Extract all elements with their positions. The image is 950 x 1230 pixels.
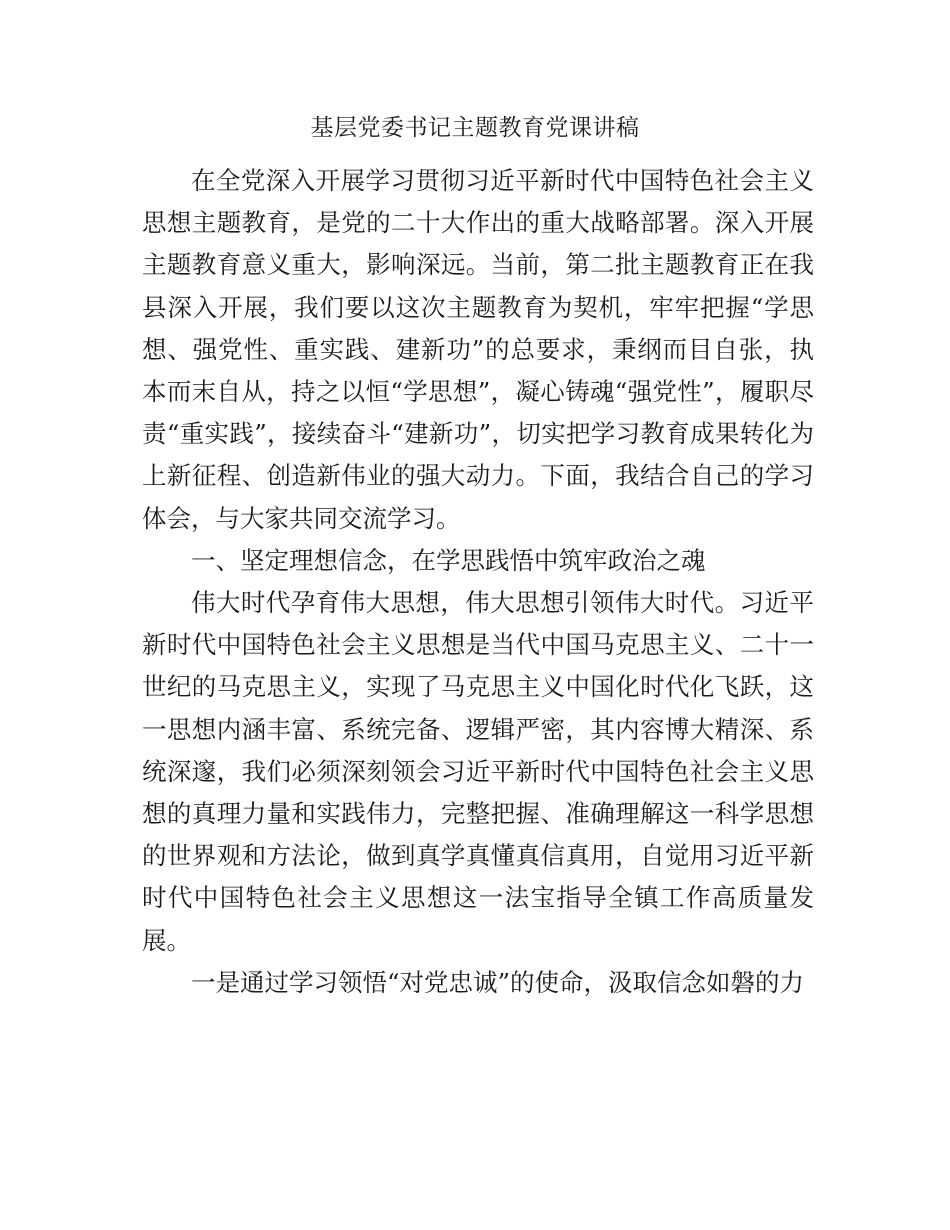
document-body xyxy=(142,160,814,1004)
section-heading-1: 一、坚定理想信念，在学思践悟中筑牢政治之魂 xyxy=(191,545,706,575)
paragraph-section-1: 伟大时代孕育伟大思想，伟大思想引领伟大时代。习近平新时代中国特色社会主义思想是当代中国马克思主义、二十一世纪的马克思主义，实现了马克思主义中国化时代化飞跃，这一思想内涵丰富、系统完备、逻辑严密，其内容博大精深、系统深邃，我们必须深刻领会习近平新时代中国特色社会主义思想的真理力量和实践伟力，完整把握、准确理解这一科学思想的世界观和方法论，做到真学真懂真信真用，自觉用习近平新时代中国特色社会主义思想这一法宝指导全镇工作高质量发展。 xyxy=(142,588,814,955)
paragraph-intro: 在全党深入开展学习贯彻习近平新时代中国特色社会主义思想主题教育，是党的二十大作出的重大战略部署。深入开展主题教育意义重大，影响深远。当前，第二批主题教育正在我县深入开展，我们要以这次主题教育为契机，牢牢把握“学思想、强党性、重实践、建新功”的总要求，秉纲而目自张，执本而末自从，持之以恒“学思想”，凝心铸魂“强党性”，履职尽责“重实践”，接续奋斗“建新功”，切实把学习教育成果转化为上新征程、创造新伟业的强大动力。下面，我结合自己的学习体会，与大家共同交流学习。 xyxy=(142,166,814,533)
document-title: 基层党委书记主题教育党课讲稿 xyxy=(310,115,640,141)
paragraph-point-1: 一是通过学习领悟“对党忠诚”的使命，汲取信念如磐的力 xyxy=(191,967,805,997)
